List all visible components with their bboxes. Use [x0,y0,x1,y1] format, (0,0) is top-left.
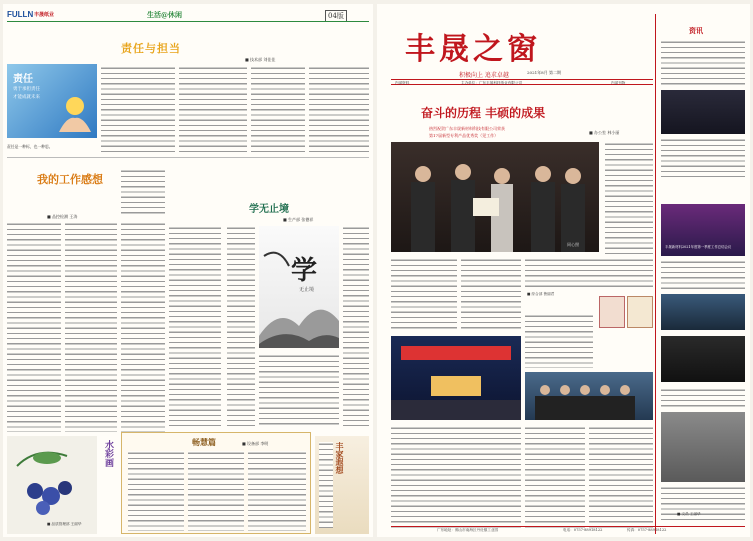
poem-col3 [248,451,306,531]
article3-col-bottom [259,354,339,426]
page-number: 04版 [325,10,347,22]
poem-title: 畅慧篇 [192,437,216,447]
article1-col1 [101,66,175,154]
group-icon [525,372,653,420]
info-left: 内部资料 [395,80,410,85]
sidebar-photo-4 [661,412,745,482]
sidebar-text-5 [661,486,745,520]
sidebar-rule [655,14,656,534]
section-title: 生活@休闲 [147,10,182,19]
masthead: 丰晟之窗 [405,32,541,67]
logo-cn: 丰晟纸业 [34,12,55,18]
photo-credit: 同心照 [567,242,579,247]
subhead-2: 第17届新型专利产品优秀奖（见工作） [429,133,499,138]
subhead-1: 热烈祝贺广东丰晟新材料科技有限公司荣获 [429,126,505,131]
sidebar-text-2 [661,138,745,178]
image-title: 责任 [13,74,33,85]
poem-col1 [128,451,184,531]
left-page [3,4,373,537]
issue-date: 2021年8月 第二期 [527,70,561,75]
exhibition-photo [391,336,521,420]
poem-box [121,432,311,534]
body-col4 [525,314,593,368]
people-icon [391,142,599,252]
footer-fax: 传真：0757-88918122 [627,528,667,532]
responsibility-image [7,64,97,138]
center-caption: ■ 综合部 鲁丽君 [527,292,555,296]
article2-col1 [7,222,61,432]
team-photo [525,372,653,420]
footer-address: 广东地址：佛山市南海区丹灶镇工业园 [437,528,499,532]
article2-col3-top [121,169,165,217]
article1-col3 [251,66,305,154]
headline-author: ■ 办公室 林小丽 [589,130,620,135]
watercolor-painting [7,436,97,534]
headline-col-side [605,142,653,254]
article2-title: 我的工作感想 [37,173,103,186]
page-header [7,10,369,22]
sidebar-text-4 [661,388,745,408]
poem2-box [315,436,369,534]
article1-author: ■ 技术部 刘佳佳 [245,57,276,62]
info-right: 内部刊物 [611,80,626,85]
article2-col2 [65,222,117,432]
body-col2 [461,258,521,330]
sidebar-text-3 [661,260,745,290]
article3-title: 学无止境 [249,204,289,215]
ink-char: 学 [291,256,318,286]
poem-author: ■ 设备部 李明 [242,441,269,446]
sidebar-photo-2 [661,294,745,330]
certificate-1 [599,296,625,328]
right-page [377,4,750,537]
ink-painting [259,226,339,348]
slogan: 积极向上 追求卓越 [459,72,509,79]
article1-col4 [309,66,369,154]
poem2-text [319,442,333,528]
article1-title: 责任与担当 [121,42,181,55]
watercolor-caption: ■ 品质管理部 王丽华 [47,522,82,526]
footer-phone: 电话：0757-88918122 [563,528,603,532]
article3-col2 [227,226,255,426]
divider [7,157,369,158]
info-mid: 主办单位：广东丰晟科技纸业有限公司 [461,80,523,85]
body-col1 [391,258,457,330]
article3-col3 [343,226,369,426]
ink-sub: 无止境 [299,287,315,293]
footer-rule [391,526,745,527]
sidebar-caption: ■ 文员 王丽华 [677,512,701,516]
hands-icon [57,94,93,134]
article1-col2 [179,66,247,154]
sidebar-photo-3 [661,336,745,382]
article3-col1 [169,226,221,426]
article3-author: ■ 生产部 张德祥 [283,217,314,222]
body-col3 [525,258,653,290]
image-subtitle: 勇于承担责任 [13,87,40,92]
article2-col3 [121,222,165,432]
sidebar-photo-1 [661,90,745,134]
article2-author: ■ 品控检测 王涛 [47,214,78,219]
sidebar-news: 丰晟新材料2021年度第一季度工作总结会议 [665,245,732,249]
info-bar [391,79,653,85]
header-rule [7,21,369,22]
blueberry-icon [7,436,97,526]
award-photo [391,142,599,252]
watercolor-title: 水彩画 [103,440,113,467]
certificate-2 [627,296,653,328]
image-subtitle-2: 才能成就未来 [13,95,40,100]
body-col6 [525,426,585,530]
sidebar-stage-photo [661,204,745,256]
image-caption: 责任是一种标，也一种思。 [7,144,53,149]
poem2-title: 丰家遐想 [335,442,345,474]
sidebar-text-1 [661,40,745,86]
poem-col2 [188,451,244,531]
sidebar-title: 资讯 [689,26,703,35]
headline: 奋斗的历程 丰硕的成果 [421,106,546,120]
stage-icon [391,336,521,420]
logo: FULLN [7,10,34,19]
body-col5 [391,426,521,530]
body-col7 [589,426,653,530]
